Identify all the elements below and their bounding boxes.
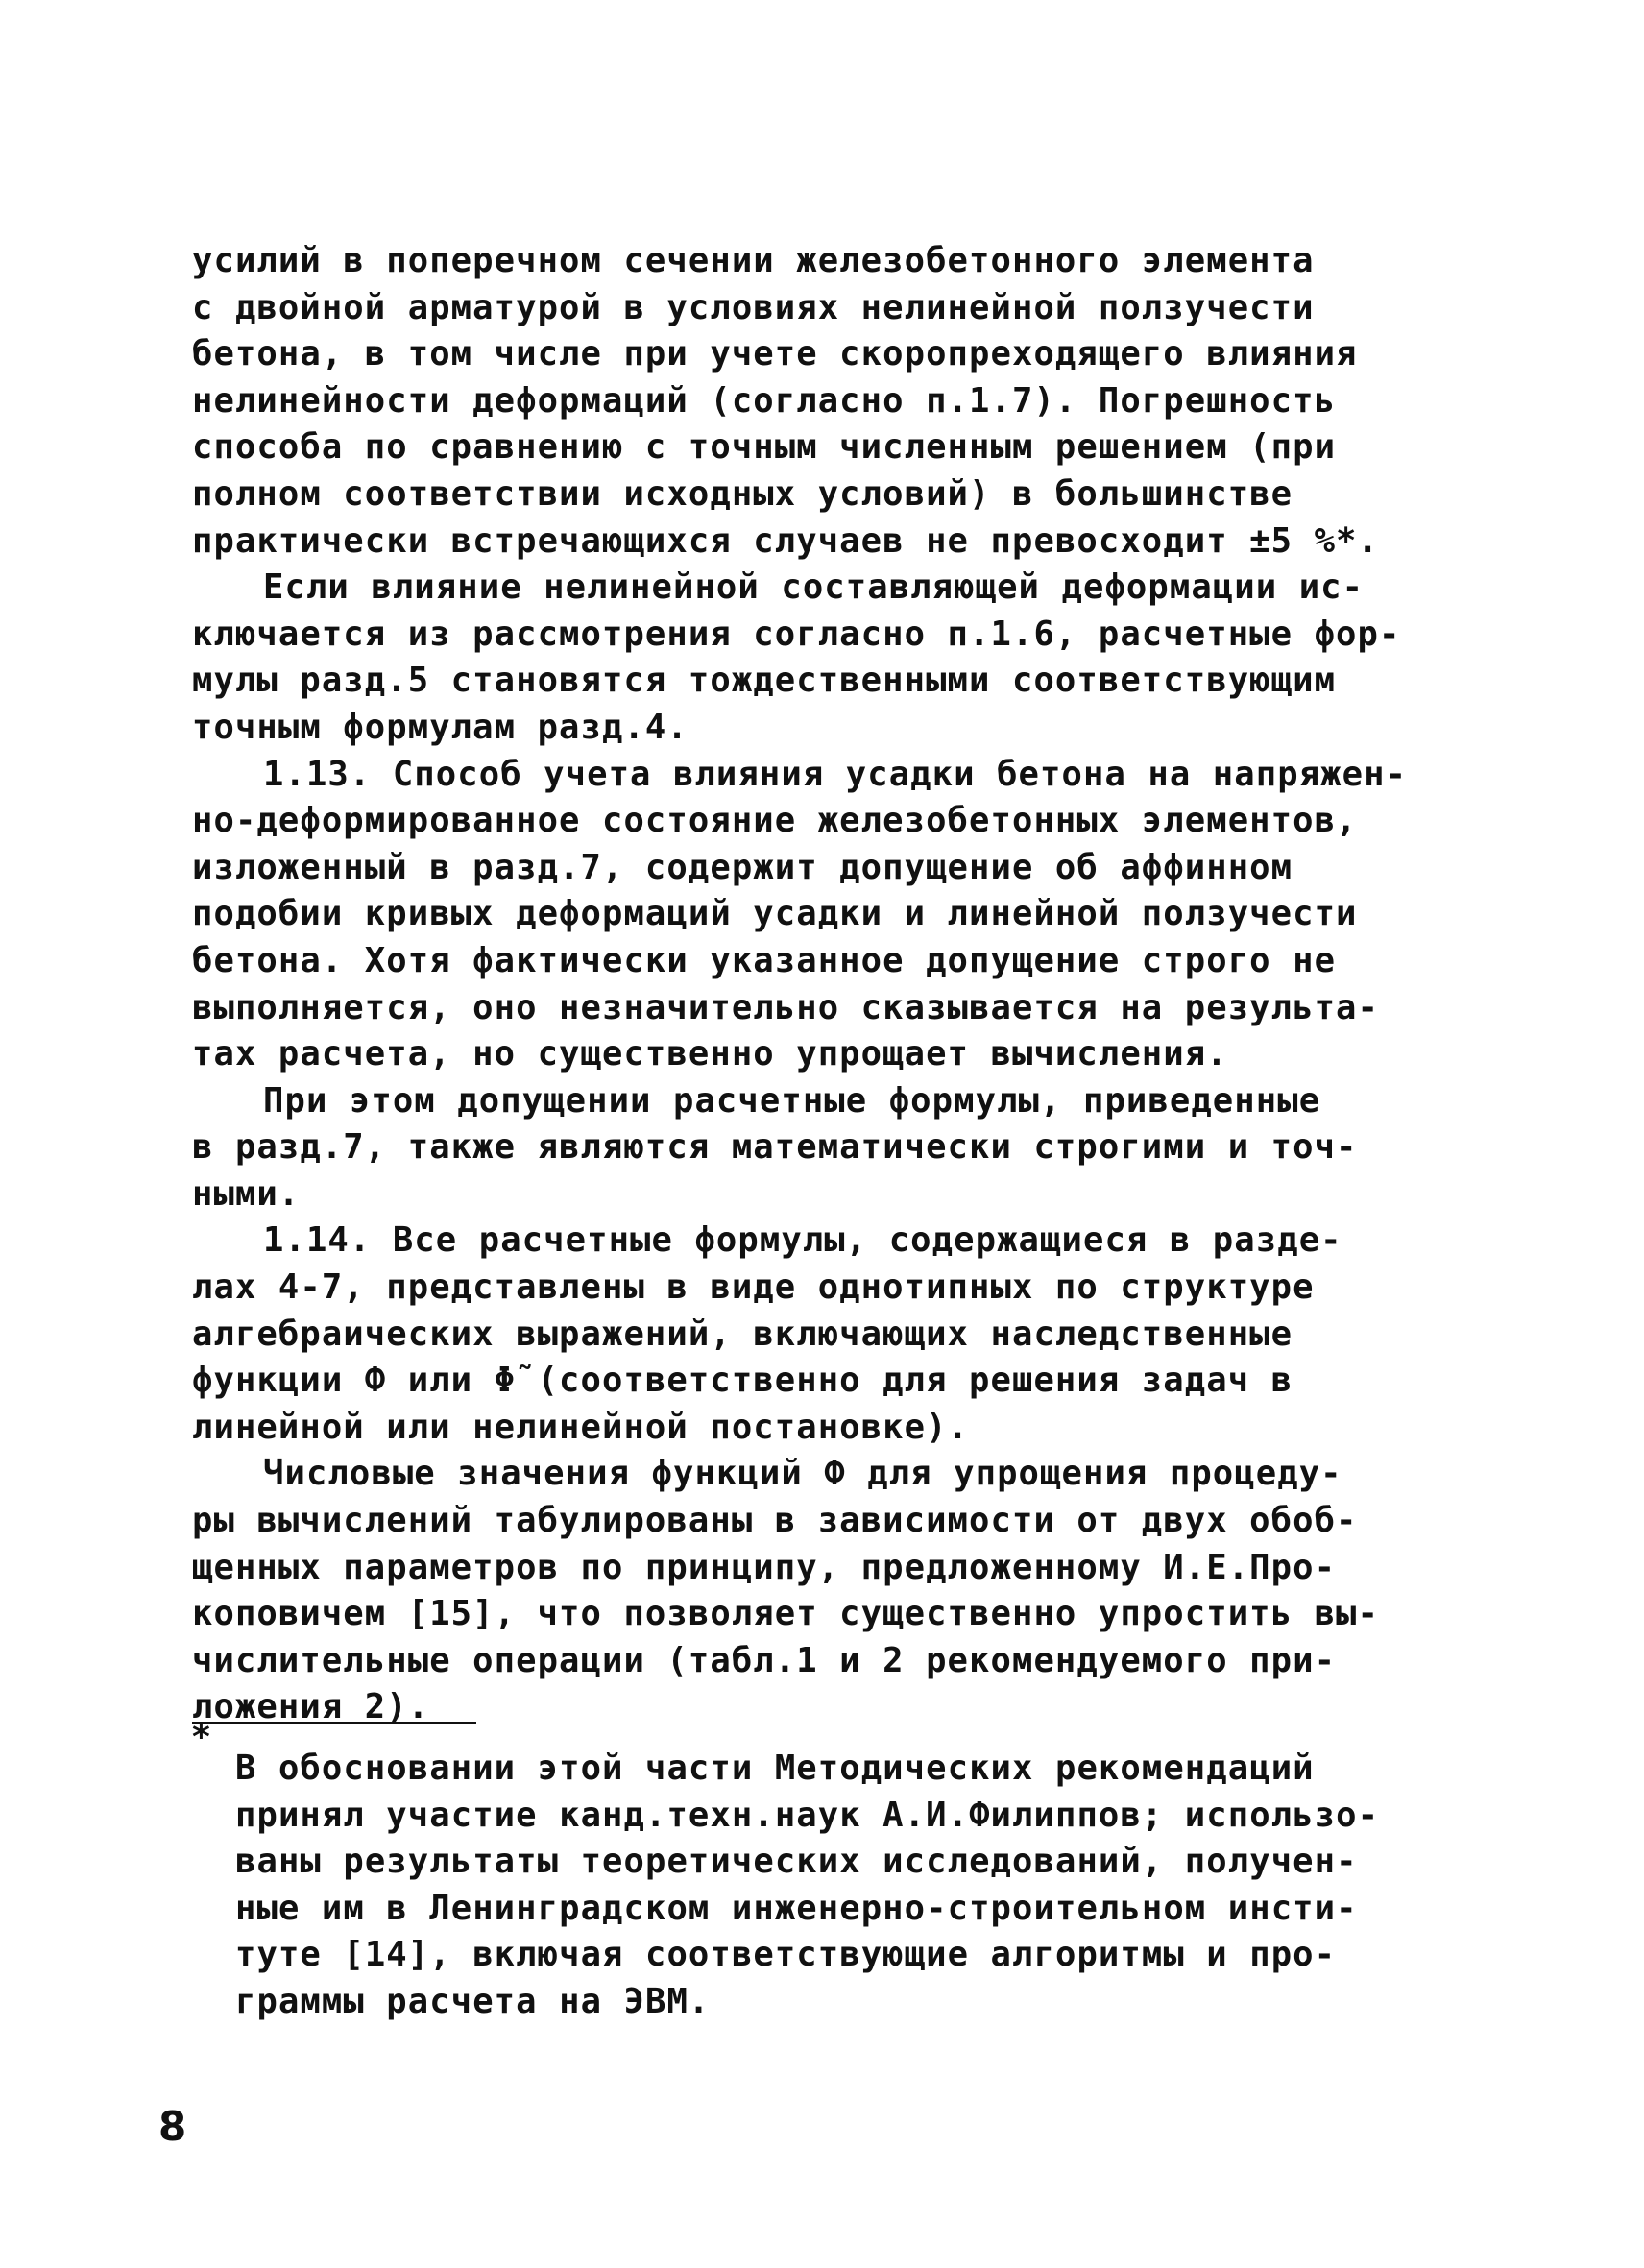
footnote-line: принял участие канд.техн.наук А.И.Филиппов; использо- (235, 1795, 1380, 1835)
text-line: практически встречающихся случаев не превосходит ±5 %*. (192, 520, 1380, 561)
text-line: подобии кривых деформаций усадки и линейной ползучести (192, 894, 1358, 934)
text-line: алгебраических выражений, включающих наследственные (192, 1314, 1293, 1354)
text-line: способа по сравнению с точным численным решением (при (192, 427, 1337, 468)
text-line: линейной или нелинейной постановке). (192, 1407, 970, 1447)
text-line: коповичем [15], что позволяет существенно упростить вы- (192, 1594, 1380, 1634)
text-line: тах расчета, но существенно упрощает вычисления. (192, 1034, 1228, 1074)
footnote-line: граммы расчета на ЭВМ. (235, 1981, 711, 2021)
footnote-separator (192, 1722, 476, 1724)
text-line: щенных параметров по принципу, предложенному И.Е.Про- (192, 1547, 1337, 1587)
paragraph-5 (192, 1218, 1469, 1451)
footnote-line: туте [14], включая соответствующие алгоритмы и про- (235, 1935, 1337, 1975)
text-line: усилий в поперечном сечении железобетонного элемента (192, 241, 1315, 280)
text-line: в разд.7, также являются математически строгими и точ- (192, 1127, 1358, 1168)
text-line: 1.13. Способ учета влияния усадки бетона на напряжен- (263, 754, 1408, 794)
text-line: лах 4-7, представлены в виде однотипных по структуре (192, 1267, 1315, 1308)
text-line: нелинейности деформаций (согласно п.1.7). Погрешность (192, 380, 1337, 421)
main-text (192, 238, 1469, 1731)
text-line: ными. (192, 1173, 301, 1214)
footnote (235, 1746, 1484, 2026)
paragraph-4 (192, 1078, 1469, 1218)
text-line: полном соответствии исходных условий) в большинстве (192, 473, 1293, 514)
text-line: точным формулам разд.4. (192, 707, 689, 747)
text-line: 1.14. Все расчетные формулы, содержащиеся в разде- (263, 1220, 1342, 1261)
page-number: 8 (158, 2103, 187, 2150)
footnote-mark: * (192, 1718, 210, 1757)
text-line: бетона. Хотя фактически указанное допущение строго не (192, 940, 1337, 980)
paragraph-3 (192, 752, 1469, 1078)
footnote-line: ные им в Ленинградском инженерно-строительном инсти- (235, 1888, 1358, 1928)
text-line: изложенный в разд.7, содержит допущение об аффинном (192, 847, 1293, 887)
text-line: числительные операции (табл.1 и 2 рекомендуемого при- (192, 1640, 1337, 1680)
paragraph-2 (192, 565, 1469, 751)
text-line: бетона, в том числе при учете скоропреходящего влияния (192, 334, 1358, 374)
footnote-line: В обосновании этой части Методических рекомендаций (235, 1749, 1315, 1788)
text-line: ры вычислений табулированы в зависимости от двух обоб- (192, 1501, 1358, 1541)
paragraph-6 (192, 1451, 1469, 1731)
footnote-line: ваны результаты теоретических исследований, получен- (235, 1842, 1358, 1882)
text-line: ключается из рассмотрения согласно п.1.6, расчетные фор- (192, 614, 1401, 654)
text-line: с двойной арматурой в условиях нелинейной ползучести (192, 287, 1315, 327)
text-line: При этом допущении расчетные формулы, приведенные (263, 1080, 1321, 1121)
text-line: выполняется, оно незначительно сказывается на результа- (192, 987, 1380, 1027)
text-line: функции Ф или Φ̃ (соответственно для решения задач в (192, 1361, 1293, 1401)
paragraph-1 (192, 238, 1469, 565)
text-line: Числовые значения функций Ф для упрощения процеду- (263, 1454, 1342, 1494)
text-line: ложения 2). (192, 1687, 430, 1727)
text-line: но-деформированное состояние железобетонных элементов, (192, 801, 1358, 841)
text-line: мулы разд.5 становятся тождественными соответствующим (192, 661, 1337, 701)
text-line: Если влияние нелинейной составляющей деформации ис- (263, 567, 1365, 608)
